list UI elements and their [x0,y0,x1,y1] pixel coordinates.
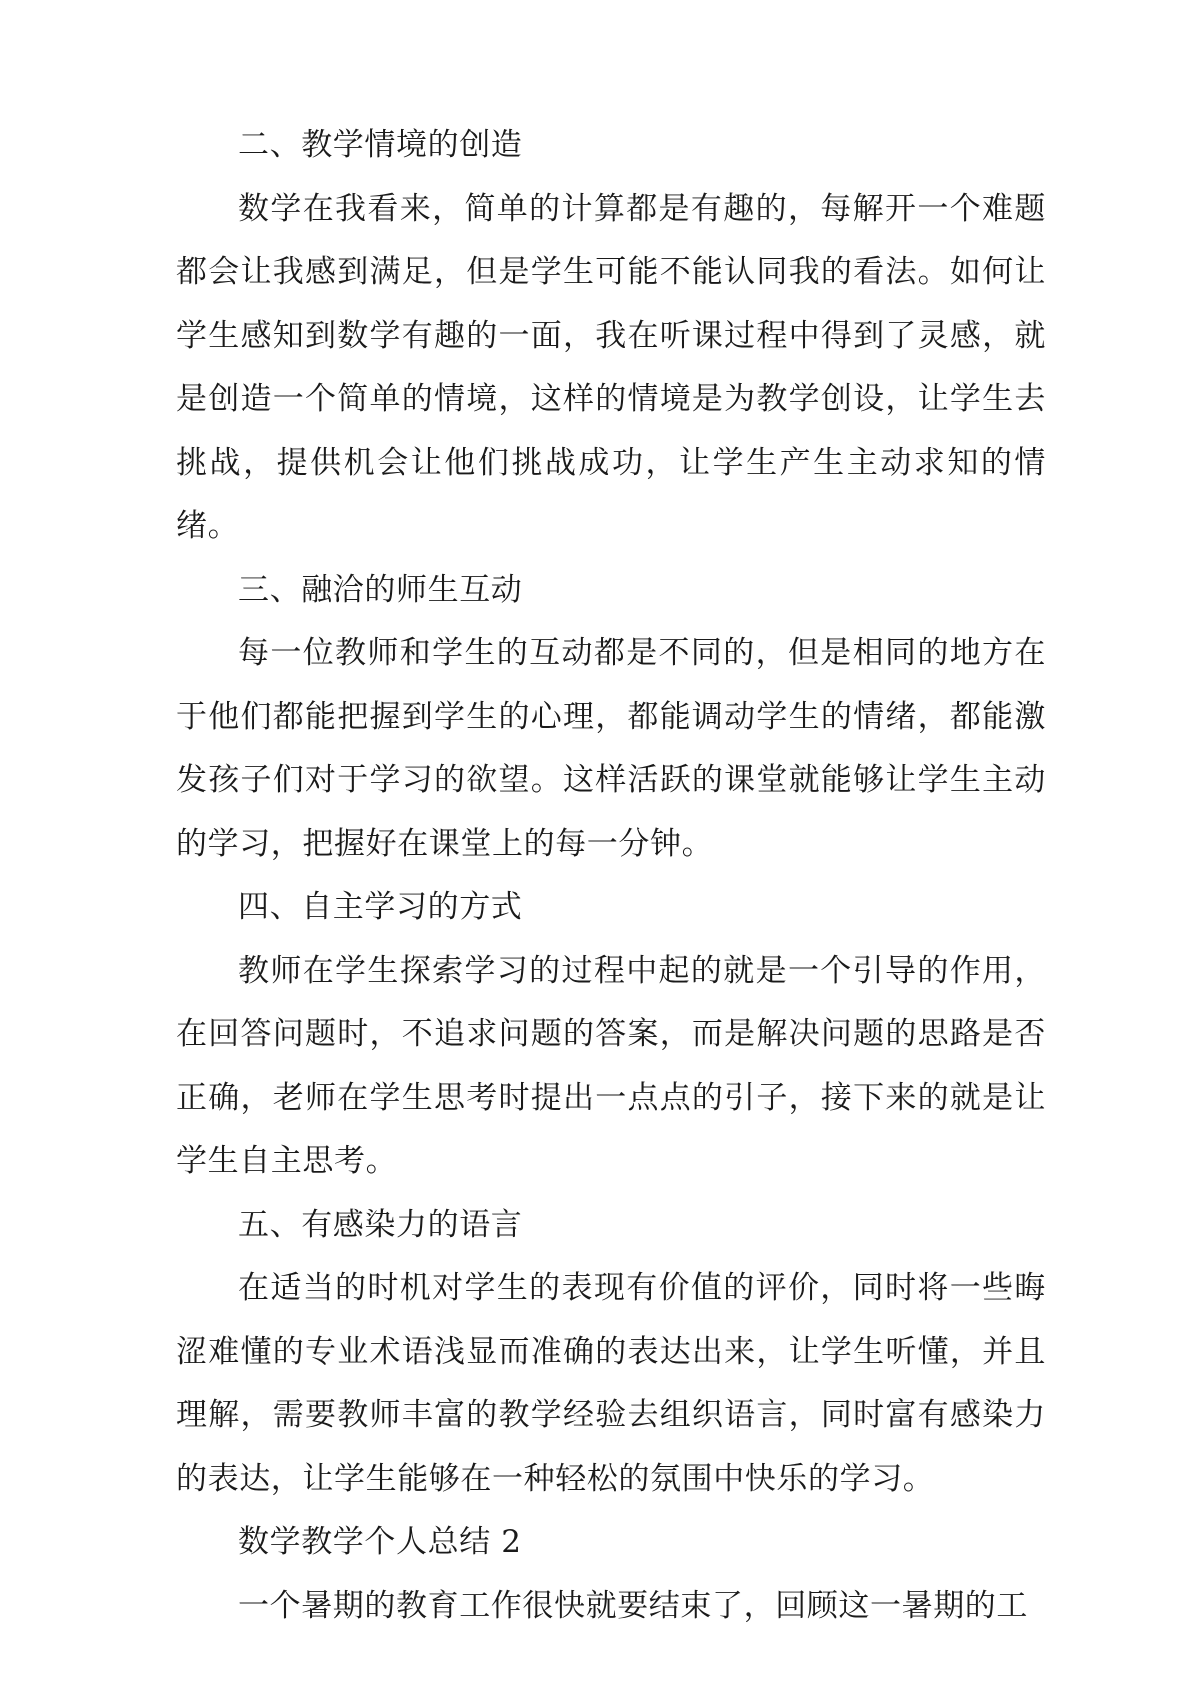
section-heading-teacher-student-interaction: 三、融洽的师生互动 [238,571,523,608]
section-heading-teaching-situation: 二、教学情境的创造 [238,127,523,163]
document-body [176,114,1046,1638]
section-heading-self-directed-learning: 四、自主学习的方式 [238,889,523,925]
paragraph-self-directed-learning: 教师在学生探索学习的过程中起的就是一个引导的作用，在回答问题时，不追求问题的答案，而是解决问题的思路是否正确，老师在学生思考时提出一点点的引子，接下来的就是让学生自主思考。 [176,952,1046,1179]
document-title-summary-2: 数学教学个人总结 2 [238,1524,522,1560]
paragraph-infectious-language: 在适当的时机对学生的表现有价值的评价，同时将一些晦涩难懂的专业术语浅显而准确的表达出来，让学生听懂，并且理解，需要教师丰富的教学经验去组织语言，同时富有感染力的表达，让学生能够在一种轻松的氛围中快乐的学习。 [176,1270,1046,1497]
paragraph-teacher-student-interaction: 每一位教师和学生的互动都是不同的，但是相同的地方在于他们都能把握到学生的心理，都能调动学生的情绪，都能激发孩子们对于学习的欲望。这样活跃的课堂就能够让学生主动的学习，把握好在课堂上的每一分钟。 [176,635,1046,862]
paragraph-teaching-situation: 数学在我看来，简单的计算都是有趣的，每解开一个难题都会让我感到满足，但是学生可能不能认同我的看法。如何让学生感知到数学有趣的一面，我在听课过程中得到了灵感，就是创造一个简单的情境，这样的情境是为教学创设，让学生去挑战，提供机会让他们挑战成功，让学生产生主动求知的情绪。 [176,190,1046,544]
section-heading-infectious-language: 五、有感染力的语言 [238,1206,523,1243]
paragraph-summer-review: 一个暑期的教育工作很快就要结束了，回顾这一暑期的工 [238,1587,1028,1624]
